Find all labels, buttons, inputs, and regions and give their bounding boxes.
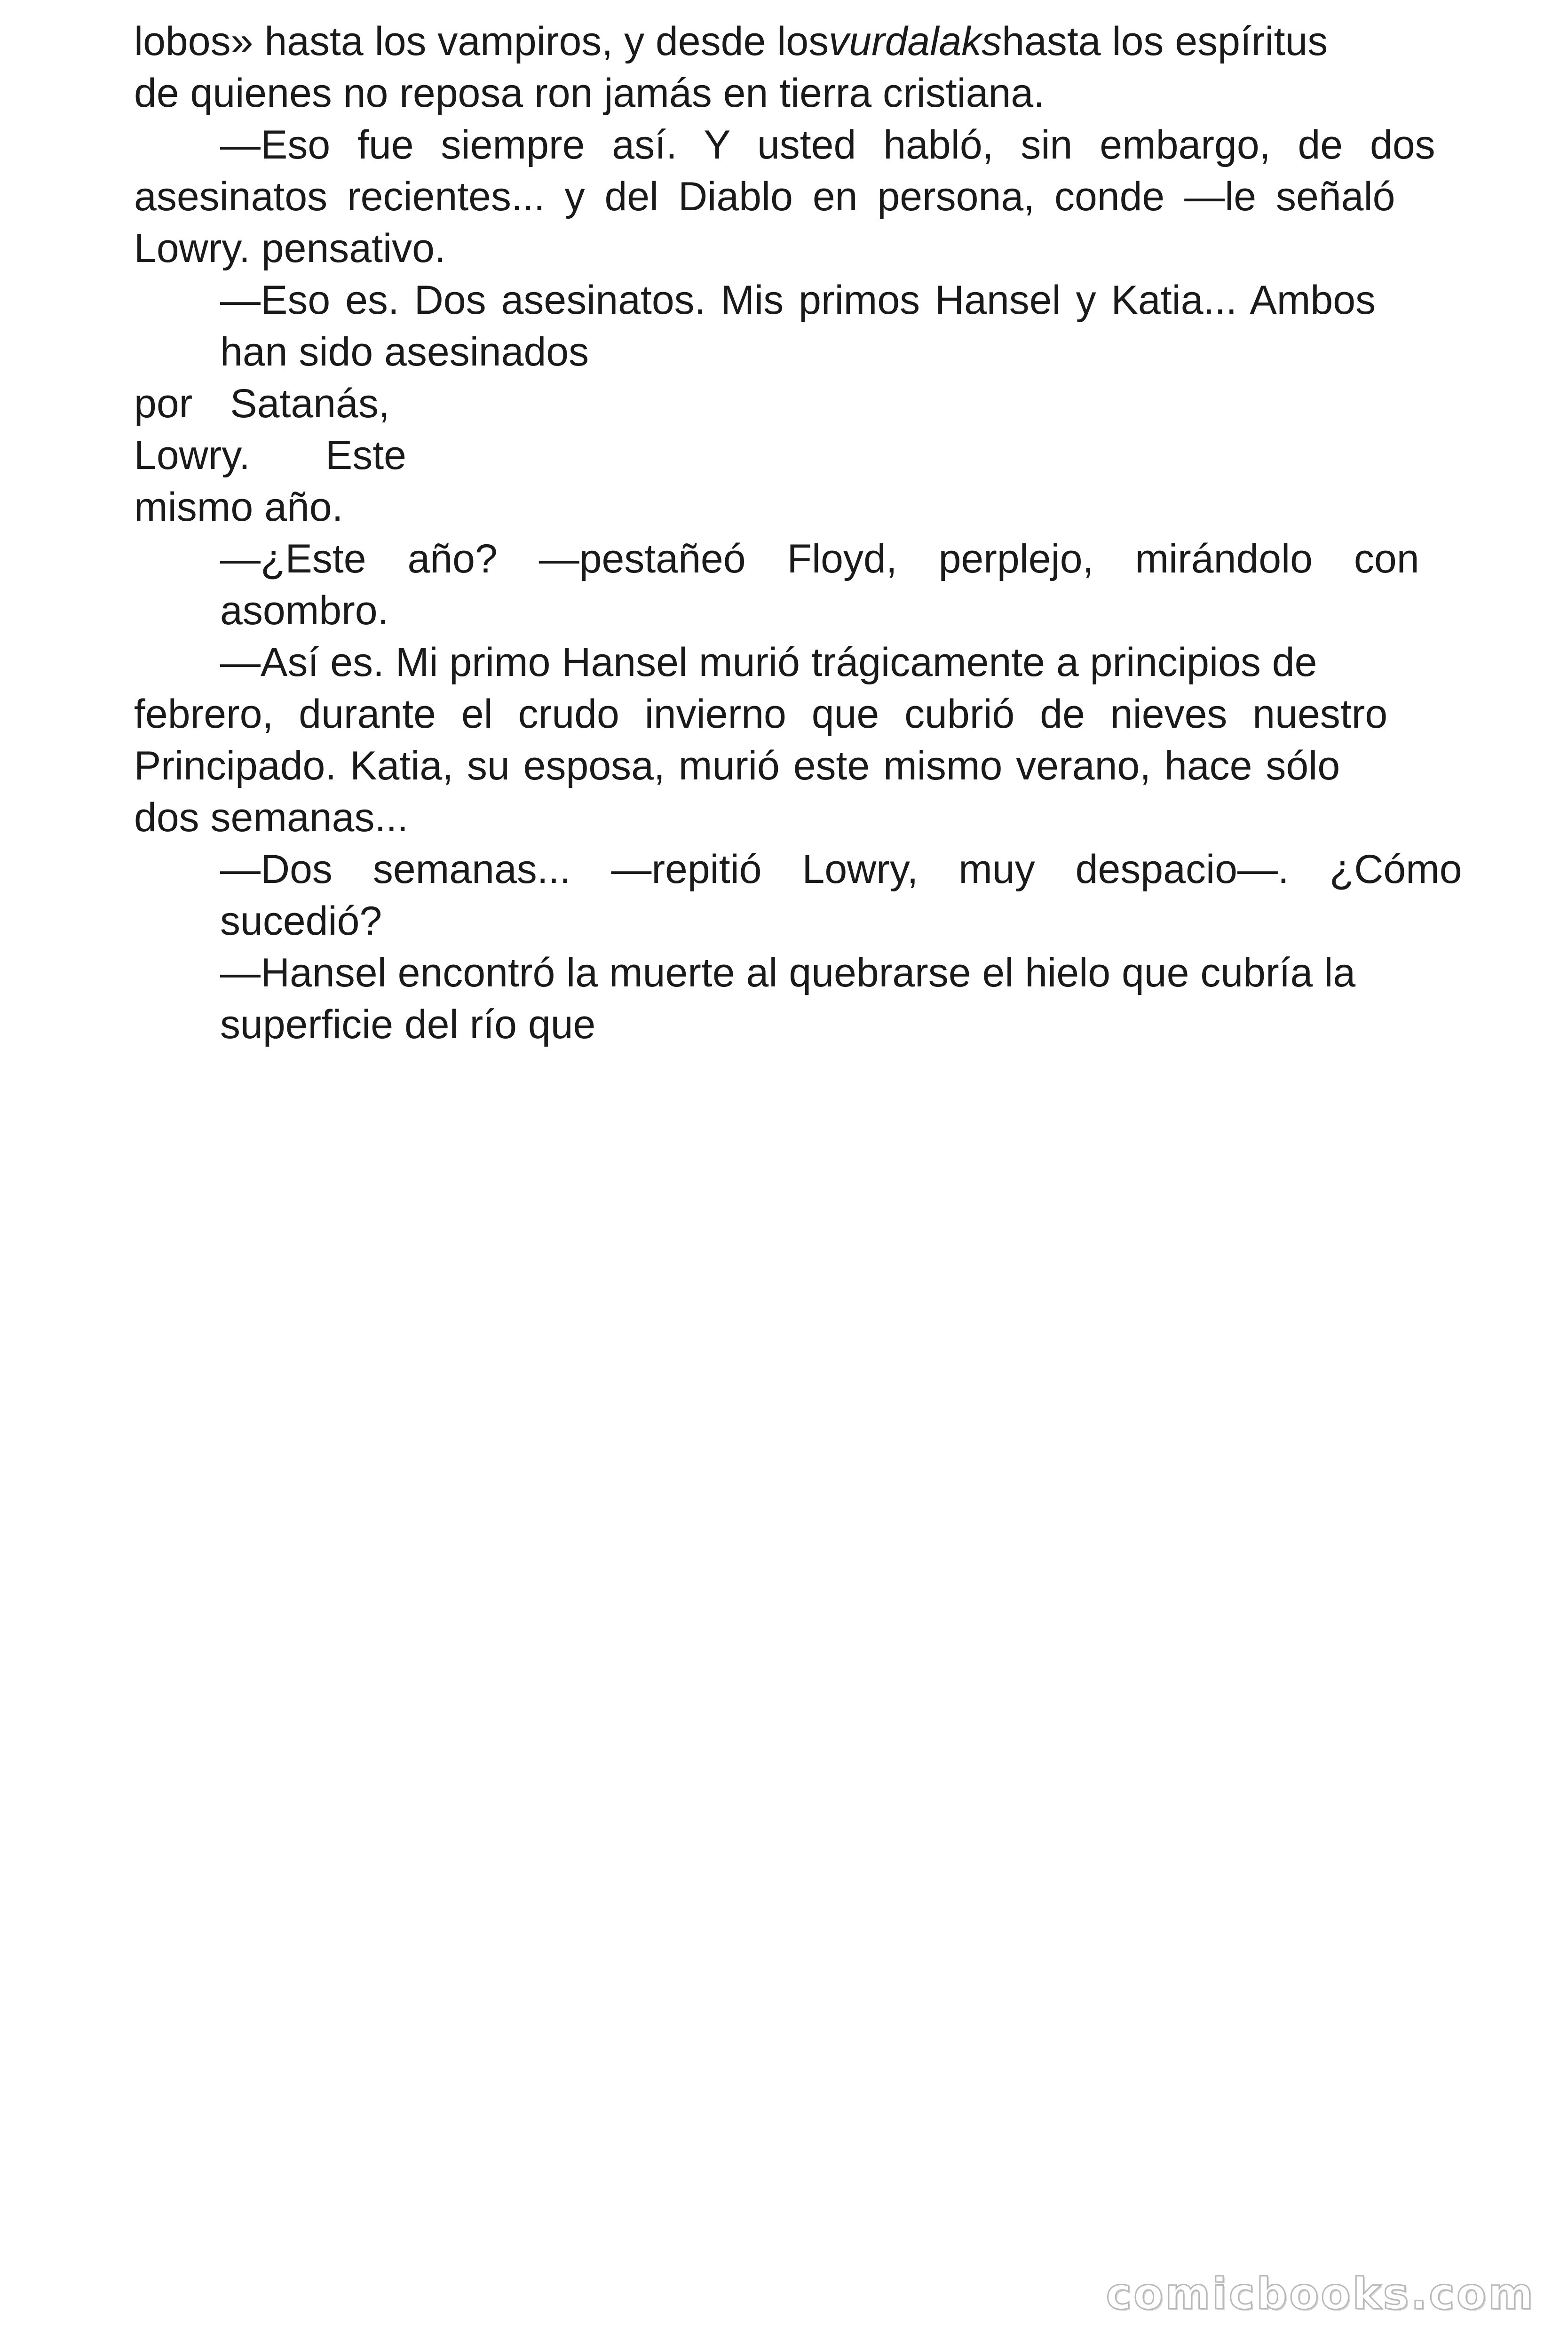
text-line: —Dos semanas... —repitió Lowry, muy despacio—. ¿Cómo [220,847,1462,892]
text-segment: lobos» hasta los vampiros, y desde los [134,19,829,64]
text-line: superficie del río que [220,1002,596,1047]
italic-word: vurdalaks [829,19,1002,64]
text-line: mismo año. [134,485,343,530]
text-line [134,432,406,484]
text-line: —Así es. Mi primo Hansel murió trágicamente a principios de [220,640,1317,685]
text-line: —Eso fue siempre así. Y usted habló, sin embargo, de dos [220,122,1435,167]
text-segment: Lowry. [134,433,250,478]
text-line: de quienes no reposa ron jamás en tierra cristiana. [134,71,1045,116]
text-line: asesinatos recientes... y del Diablo en persona, conde —le señaló [134,174,1395,219]
text-line: asombro. [220,588,389,633]
text-segment: hasta los espíritus [1002,19,1328,64]
watermark-logo: comicbooks.com [1106,2269,1535,2319]
text-segment: Satanás, [230,381,390,426]
text-line: Principado. Katia, su esposa, murió este mismo verano, hace sólo [134,743,1340,788]
text-line: sucedió? [220,898,382,944]
text-line: Lowry. pensativo. [134,226,446,271]
text-line: —Eso es. Dos asesinatos. Mis primos Hansel y Katia... Ambos [220,278,1376,323]
text-line: febrero, durante el crudo invierno que cubrió de nieves nuestro [134,691,1388,737]
text-line: —¿Este año? —pestañeó Floyd, perplejo, mirándolo con [220,536,1419,581]
text-line: dos semanas... [134,795,409,840]
text-segment: por [134,381,193,426]
text-line: —Hansel encontró la muerte al quebrarse el hielo que cubría la [220,950,1356,995]
text-line [134,380,390,432]
text-segment: Este [325,433,407,478]
text-line [134,18,1440,70]
text-line: han sido asesinados [220,329,589,374]
